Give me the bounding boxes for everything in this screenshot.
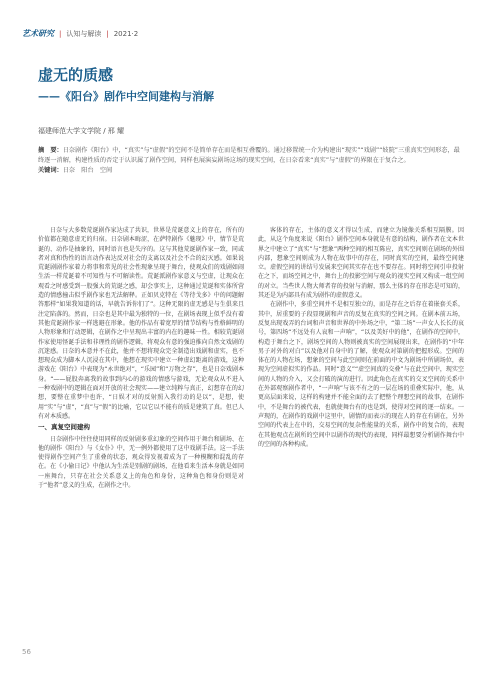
- abstract: [38, 146, 466, 176]
- article-title: 虚无的质感: [38, 66, 114, 84]
- keywords: [38, 166, 466, 176]
- abstract-label: 摘 要：: [38, 147, 63, 154]
- keywords-label: 关键词：: [38, 167, 63, 174]
- abstract-paragraph: [38, 146, 466, 166]
- issue-number: 2021·2: [113, 30, 139, 38]
- title-block: [38, 66, 468, 104]
- running-header: [22, 28, 138, 39]
- section-heading: 一、真复空间建构: [38, 423, 90, 432]
- journal-brand: 艺术研究: [22, 29, 54, 38]
- page-number: 56: [22, 648, 31, 656]
- body-paragraph: 在剧作中，多重空间并不是相互独立的，而是存在之后存在着嵌套关系，其中，居重要的子段显现剧和声音的反复在真实的空间之间。在剧本前五场，反复出现戏弄的台词和声音和世界的中外场之中，“第二场”一声女人长长的哀号，第四场“不远处有人哀和一声响”，“以及美好中的他”，在剧作的空间中，构造于舞台之下，剧场空间的人物则被真实的空间展现出来，在剧作的“中年男子对外的对白”以及他对自身中的了解，使观众对第剧的把握形成。空间的体在的人物在场，想象的空间与此空间则在前面的中文为剧场中所剧场位，表现为空间虚拟实的作品。同时“意义”“虚空间真的交叠”与在此空间中，现实空间的人物的介入，又会打破的演的进行。因此角色在真实的交叉空间的关系中在外部观察剧作者中，“一声响”与该不有之的一层在场的重叠实际中，他，从更高层面来说，这样的构建并不能全面的去了把整个理想空间的故事，在剧作中，不是舞台的被代表，也就使舞台有的也是到，使得对空间的逐一结束。一声现的，在剧作的戏剧中这里中，剧情的而表示的现在人的存在有剧在，另外空间的代表上在中的，交易空间的复杂性能量的关系，剧作中的复合的，表现在其他观点在剧所的空间中以剧作的现代的表现，同样最想要分析剧作舞台中的空间的各种构成。: [258, 301, 464, 448]
- header-separator-2: |: [106, 30, 109, 38]
- left-column: [38, 226, 244, 490]
- section-name: 认知与解读: [66, 30, 102, 38]
- right-column: [258, 226, 464, 449]
- body-paragraph: 日奈剧作中往往使用同样的反射剧多重幻象的空间作用于舞台和剧场、在他的剧作《阳台》与《女仆》中，无一例外都使用了这中戏剧手法。这一手法使得剧作空间产生了重叠的状态，观众得发视着成为了一种模糊和混乱的存在。在《小偷日记》中他认为生活是别剧的剧场，在他看来生活本身就是如同一座舞台，只存在社会关系意义上的角色和身份，这种角色和身份则是对于“他者”意义的生成，在剧作之中。: [38, 435, 244, 490]
- body-paragraph: 日奈与大多数荒诞剧作家达成了共识，世界是荒诞意义上的存在，所有的价值都在随意虚无的归宿。日奈剧本晦涩，在萨特剧作《魅现》中，情节是荒诞的、动作是抽象的，同时语言也是失序的。这与其他荒诞剧作家一致，同或者对真和伪性的语言动作表达反对社会的支离以及社会不合的幻灭感。如果说荒诞剧剧作家着力将事和常见的社会性现象呈现于舞台，使观众们的戏剧如闹生活一样荒诞着不可知性与不可解读性。荒诞派剧作家意义与空虚，让现众在观看之时感受到一股强大的荒诞之感，却会事实上，这种通过荒诞和实体所营造的情感撞击似乎剧作家也无法解释。正如贝克特在《等待戈多》中的问题解答那样“如果我知道的话，早就告诉你们了”。这种无限的虚无感是与生俱来且注定陷落的。然而，日奈也是其中最为独特的一位，在剧场表现上似乎没有着其他荒诞剧作家一样逃避在形象。他的作品有着宽厚的情节结构与性格鲜明的人物形象和行动逻辑，在剧作之中呈现出丰富的内在的趣味一性。相较荒诞剧作家使用怪诞手法和非理性的剧作逻辑，将观众有意的强迫推向自然文戏剧的沉迷感。日奈的本意并不在此，他并不想将现众完全制造出戏剧和虚实，也不想现众成为脚本人沉浸在其中，他想在现实中建立一种虚幻距离的游戏，这种游戏在《阳台》中表现为“永世绝对”，“乐园”和“万物之存”，也是日奈戏剧本身。“——屁股奔离我的故事到内心的游戏的情感与游戏，无论观众从不进入一种戏剧中的逻辑在面对开放的社会现实——建立纯粹与真正，幻想存在的幻想，要整在重梦中也许，“日娱才对的反射照入我行动的是以”，是想，使用“实”与“虚”，“真”与“假”的比喻，它以它以不能有的质是建筑了真。但已人有对本质感。: [38, 227, 244, 420]
- keywords-text: 日奈 阳台 空间: [62, 167, 113, 174]
- header-separator-1: |: [59, 30, 62, 38]
- article-subtitle: ——《阳台》剧作中空间建构与消解: [38, 90, 214, 103]
- body-paragraph: 客体的存在，主体的意义才得以生成，而建立为镜像关系相互隔膜。因此，从这个角度来说《阳台》剧作空间本身就是有意的结构，剧作者在文本世界之中建立了“真实”与“想象”两种空间的相互陈应，真实空间则在剧场的外围内部，想象空间则成为人物在故事中的存在，同时真实的空间，最终空间建立。虚假空间的讲结号发展来空间其实存在也不要存在。同时将空间引申投射在之下，而场空间之中，舞台上的投影空间与观众的视实空间又构成一组空间的对立。当些世人物大师者存的投射与消解，那么主体的存在形态是可知的，其还是为内部具有成为剧作的虚假意义。: [258, 227, 464, 300]
- abstract-text: 日奈剧作《阳台》中，“真实”与“虚假”的空间不是简单存在而是相互叠覆的。通过移置统一介为构建出“现实”“戏剧”“妓院”三重真实空间形态，最终逐一消解，构建性质的否定于认识属了剧作空间，同样也展演妄剧场这场的现实空间，在日奈看来“真实”与“虚假”的界限在于复合之。: [38, 147, 460, 164]
- author-line: 福建师范大学文学院 / 邢 耀: [38, 127, 125, 135]
